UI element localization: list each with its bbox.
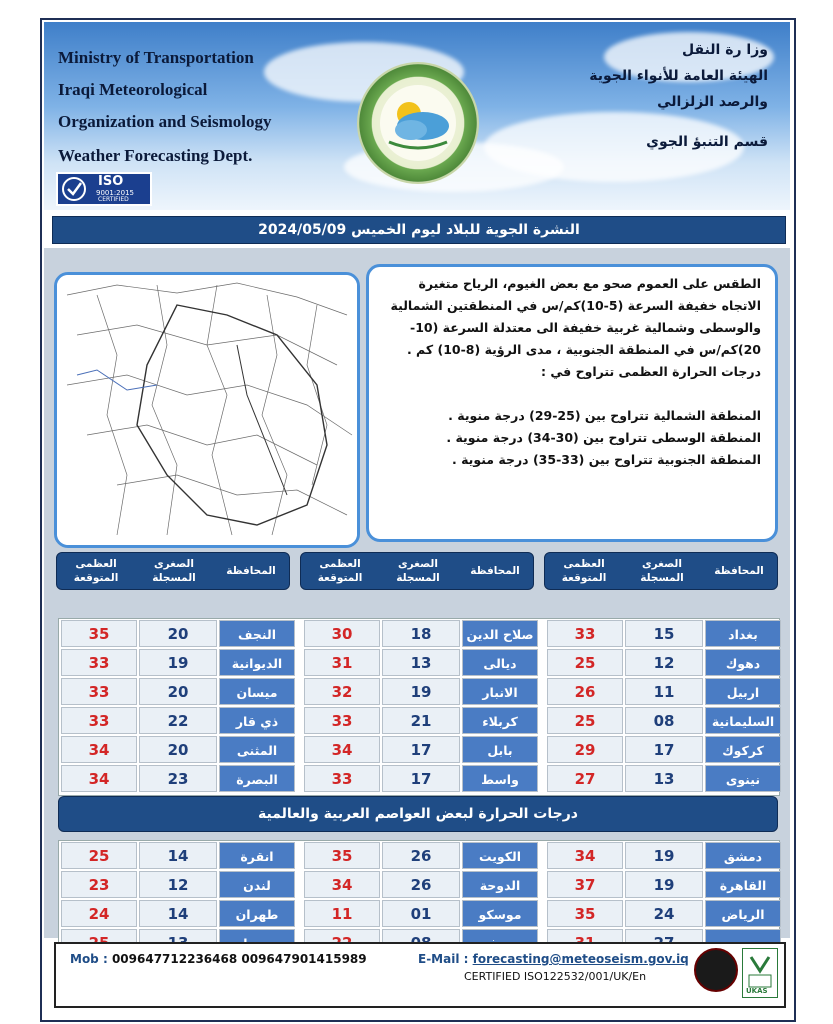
iso-sub: 9001:2015 xyxy=(96,189,134,197)
max-temp: 25 xyxy=(547,649,623,676)
city-name: السليمانية xyxy=(705,707,781,734)
dept-ar: قسم التنبؤ الجوي xyxy=(646,134,768,150)
iso-title: ISO xyxy=(98,174,124,189)
org-ar-line1: الهيئة العامة للأنواء الجوية xyxy=(589,68,768,84)
max-temp: 35 xyxy=(304,842,380,869)
min-temp: 17 xyxy=(382,765,460,792)
min-temp: 19 xyxy=(625,842,703,869)
forecast-text xyxy=(366,264,778,542)
city-name: النجف xyxy=(219,620,295,647)
min-temp: 22 xyxy=(139,707,217,734)
min-temp: 14 xyxy=(139,842,217,869)
max-temp: 30 xyxy=(304,620,380,647)
col-max: العظمى المتوقعة xyxy=(317,558,363,584)
tables-section xyxy=(44,548,790,938)
column-header-group-2 xyxy=(300,552,534,590)
max-temp: 11 xyxy=(304,900,380,927)
city-name: ميسان xyxy=(219,678,295,705)
table-row xyxy=(59,678,779,707)
min-temp: 21 xyxy=(382,707,460,734)
city-name: واسط xyxy=(462,765,538,792)
min-temp: 14 xyxy=(139,900,217,927)
certified-text: CERTIFIED ISO122532/001/UK/En xyxy=(464,970,647,983)
city-name: البصرة xyxy=(219,765,295,792)
city-name: بغداد xyxy=(705,620,781,647)
city-name: دهوك xyxy=(705,649,781,676)
table-row xyxy=(59,842,779,871)
meteorology-logo-icon xyxy=(357,62,479,184)
max-temp: 33 xyxy=(61,649,137,676)
city-name: القاهرة xyxy=(705,871,781,898)
city-name: الرياض xyxy=(705,900,781,927)
table-row xyxy=(59,765,779,794)
header-banner xyxy=(44,22,790,210)
email-label: E-Mail : xyxy=(418,952,469,966)
max-temp: 33 xyxy=(547,620,623,647)
max-temp: 34 xyxy=(547,842,623,869)
column-header-group-1 xyxy=(544,552,778,590)
max-temp: 33 xyxy=(61,707,137,734)
forecast-section xyxy=(44,248,790,548)
region-south: المنطقة الجنوبية تتراوح بين (33-35) درجة منوية . xyxy=(451,452,761,467)
min-temp: 20 xyxy=(139,620,217,647)
dept-en: Weather Forecasting Dept. xyxy=(58,146,253,165)
table-row xyxy=(59,649,779,678)
col-min: الصغرى المسجلة xyxy=(152,558,196,584)
city-name: طهران xyxy=(219,900,295,927)
min-temp: 13 xyxy=(382,649,460,676)
min-temp: 19 xyxy=(625,871,703,898)
ministry-ar: وزا رة النقل xyxy=(682,42,768,58)
province-temperature-table xyxy=(58,618,780,796)
ministry-en: Ministry of Transportation xyxy=(58,48,254,67)
col-province: المحافظة xyxy=(714,565,764,577)
min-temp: 13 xyxy=(625,765,703,792)
mobile-contact xyxy=(70,952,367,966)
forecast-paragraph: الطقس على العموم صحو مع بعض الغيوم، الرياح متغيرة الاتجاه خفيفة السرعة (5-10)كم/س في المنطقتين الشمالية والوسطى وشمالية غربية خفيفة الى معتدلة السرعة (10-20)كم/س في المنطقة الجنوبية ، مدى الرؤية (8-10) كم . xyxy=(390,276,761,357)
city-name: كركوك xyxy=(705,736,781,763)
mob-label: Mob : xyxy=(70,952,108,966)
mob-numbers: 009647712236468 009647901415989 xyxy=(111,952,367,966)
min-temp: 01 xyxy=(382,900,460,927)
min-temp: 20 xyxy=(139,678,217,705)
min-temp: 26 xyxy=(382,842,460,869)
table-row xyxy=(59,736,779,765)
region-central: المنطقة الوسطى تتراوح بين (30-34) درجة منوية . xyxy=(446,430,761,445)
org-ar-line2: والرصد الزلزالي xyxy=(657,94,768,110)
col-province: المحافظة xyxy=(226,565,276,577)
min-temp: 26 xyxy=(382,871,460,898)
max-temp: 34 xyxy=(304,871,380,898)
city-name: صلاح الدين xyxy=(462,620,538,647)
iso-badge xyxy=(56,172,152,206)
city-name: لندن xyxy=(219,871,295,898)
max-temp: 27 xyxy=(547,765,623,792)
min-temp: 20 xyxy=(139,736,217,763)
city-name: دمشق xyxy=(705,842,781,869)
max-temp: 35 xyxy=(547,900,623,927)
city-name: ذي قار xyxy=(219,707,295,734)
bulletin-page xyxy=(40,18,796,1022)
min-temp: 17 xyxy=(625,736,703,763)
table-row xyxy=(59,707,779,736)
org-en-line1: Iraqi Meteorological xyxy=(58,80,208,99)
max-temp: 26 xyxy=(547,678,623,705)
capitals-title: درجات الحرارة لبعض العواصم العربية والعالمية xyxy=(58,796,778,832)
ukas-logo-icon xyxy=(742,948,778,998)
max-temp: 34 xyxy=(304,736,380,763)
city-name: الدوحة xyxy=(462,871,538,898)
min-temp: 12 xyxy=(139,871,217,898)
iraq-map-icon xyxy=(57,275,357,545)
city-name: موسكو xyxy=(462,900,538,927)
email-contact xyxy=(418,952,689,966)
city-name: نينوى xyxy=(705,765,781,792)
min-temp: 23 xyxy=(139,765,217,792)
table-row xyxy=(59,620,779,649)
city-name: انقرة xyxy=(219,842,295,869)
max-temp: 34 xyxy=(61,736,137,763)
city-name: ديالى xyxy=(462,649,538,676)
col-province: المحافظة xyxy=(470,565,520,577)
bulletin-title: النشرة الجوية للبلاد ليوم الخميس 2024/05/09 xyxy=(52,216,786,244)
weather-map xyxy=(54,272,360,548)
min-temp: 19 xyxy=(139,649,217,676)
col-max: العظمى المتوقعة xyxy=(561,558,607,584)
max-temp: 35 xyxy=(61,620,137,647)
min-temp: 19 xyxy=(382,678,460,705)
city-name: كربلاء xyxy=(462,707,538,734)
city-name: المثنى xyxy=(219,736,295,763)
temps-intro: درجات الحرارة العظمى تتراوح في : xyxy=(541,364,761,379)
max-temp: 34 xyxy=(61,765,137,792)
min-temp: 24 xyxy=(625,900,703,927)
min-temp: 11 xyxy=(625,678,703,705)
iso-check-icon xyxy=(60,174,90,204)
max-temp: 31 xyxy=(304,649,380,676)
city-name: الديوانية xyxy=(219,649,295,676)
max-temp: 25 xyxy=(61,842,137,869)
table-row xyxy=(59,871,779,900)
iso-cert: CERTIFIED xyxy=(98,196,129,203)
footer xyxy=(54,942,786,1008)
org-en-line2: Organization and Seismology xyxy=(58,112,272,131)
max-temp: 37 xyxy=(547,871,623,898)
city-name: الانبار xyxy=(462,678,538,705)
col-max: العظمى المتوقعة xyxy=(73,558,119,584)
city-name: الكويت xyxy=(462,842,538,869)
max-temp: 29 xyxy=(547,736,623,763)
seal-icon xyxy=(694,948,738,992)
region-north: المنطقة الشمالية تتراوح بين (25-29) درجة منوية . xyxy=(448,408,761,423)
city-name: اربيل xyxy=(705,678,781,705)
min-temp: 12 xyxy=(625,649,703,676)
col-min: الصغرى المسجلة xyxy=(640,558,684,584)
city-name: بابل xyxy=(462,736,538,763)
col-min: الصغرى المسجلة xyxy=(396,558,440,584)
max-temp: 33 xyxy=(61,678,137,705)
min-temp: 15 xyxy=(625,620,703,647)
min-temp: 17 xyxy=(382,736,460,763)
min-temp: 18 xyxy=(382,620,460,647)
email-link[interactable]: forecasting@meteoseism.gov.iq xyxy=(472,952,689,966)
min-temp: 08 xyxy=(625,707,703,734)
table-row xyxy=(59,900,779,929)
max-temp: 32 xyxy=(304,678,380,705)
ukas-label: UKAS xyxy=(746,987,768,995)
max-temp: 23 xyxy=(61,871,137,898)
max-temp: 33 xyxy=(304,765,380,792)
max-temp: 33 xyxy=(304,707,380,734)
max-temp: 25 xyxy=(547,707,623,734)
column-header-group-3 xyxy=(56,552,290,590)
max-temp: 24 xyxy=(61,900,137,927)
